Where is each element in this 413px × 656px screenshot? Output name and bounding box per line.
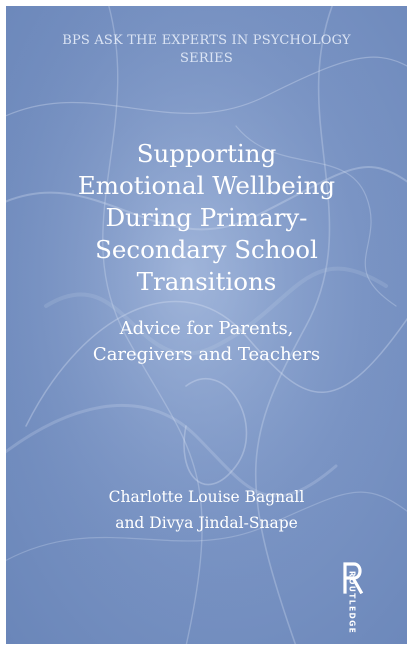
title-line: During Primary- — [105, 203, 308, 232]
series-name — [6, 32, 407, 68]
title-line: Secondary School — [95, 235, 318, 264]
author-line: Charlotte Louise Bagnall — [108, 488, 305, 506]
publisher-logo — [334, 562, 370, 635]
title-line: Transitions — [136, 267, 277, 296]
series-line: BPS ASK THE EXPERTS IN PSYCHOLOGY — [62, 33, 351, 48]
book-subtitle — [6, 316, 407, 368]
series-line: SERIES — [180, 51, 233, 66]
title-line: Emotional Wellbeing — [77, 171, 336, 200]
book-authors — [6, 484, 407, 536]
book-title — [6, 138, 407, 298]
book-cover — [6, 6, 407, 644]
subtitle-line: Caregivers and Teachers — [92, 344, 321, 365]
subtitle-line: Advice for Parents, — [119, 318, 294, 339]
title-line: Supporting — [136, 139, 277, 168]
author-line: and Divya Jindal-Snape — [115, 514, 298, 532]
publisher-name: ROUTLEDGE — [347, 570, 357, 635]
